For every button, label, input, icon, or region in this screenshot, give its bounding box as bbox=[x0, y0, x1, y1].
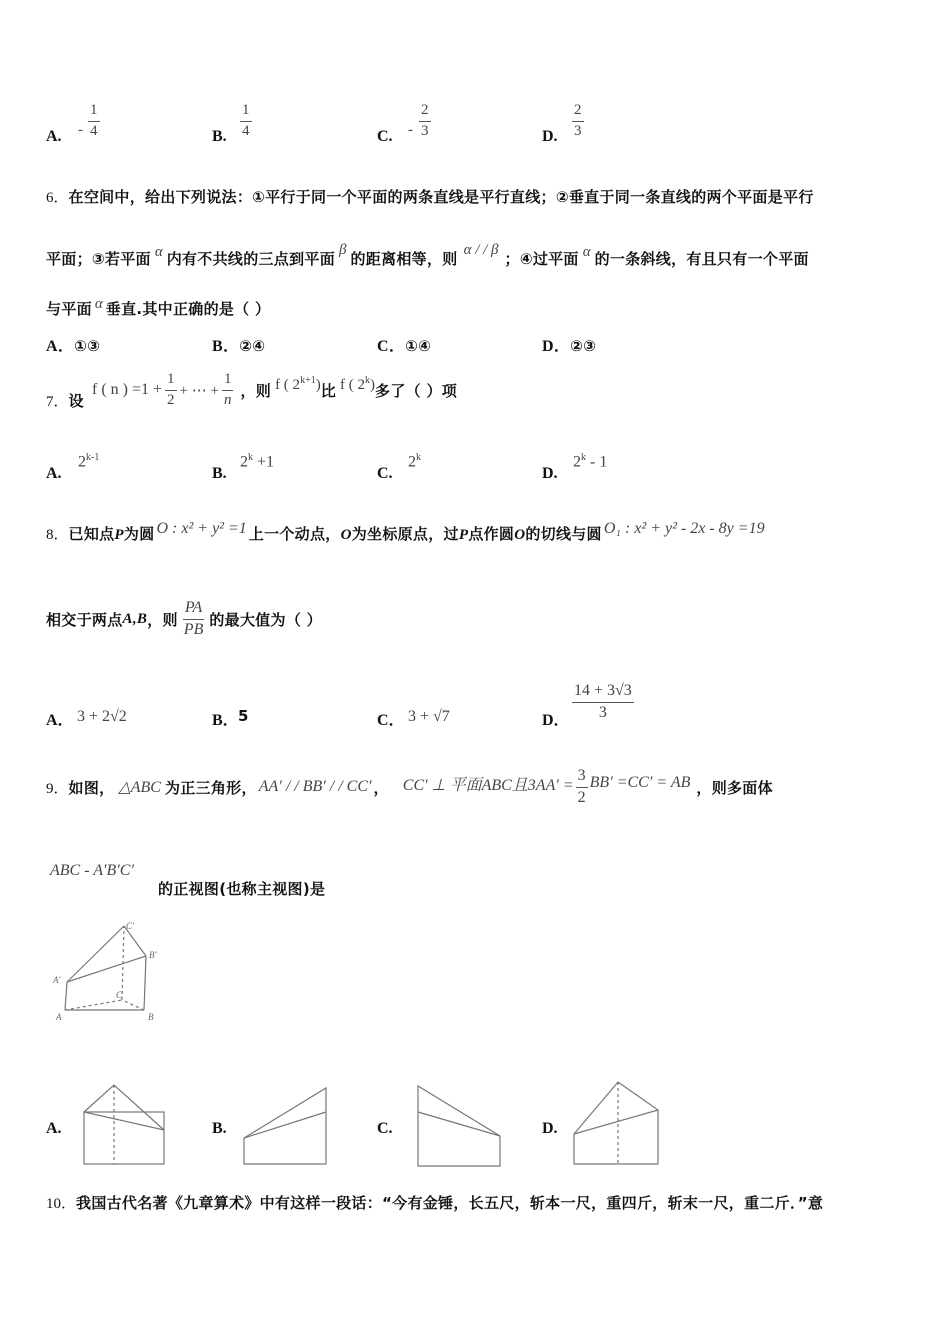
q9-option-a-label[interactable]: A. bbox=[46, 1120, 62, 1137]
q5-option-b-fraction: $\frac{1}{4}$ bbox=[242, 102, 250, 139]
q5-option-a-label: A. bbox=[46, 128, 62, 145]
q6-option-d[interactable]: D．②③ bbox=[542, 337, 597, 355]
edge-aa1 bbox=[65, 982, 67, 1010]
edge-a1b1 bbox=[67, 956, 146, 982]
q9-option-b-label[interactable]: B. bbox=[212, 1120, 227, 1137]
q8-option-c-label[interactable]: C． bbox=[377, 712, 405, 729]
circle-o1-equation: O₁ : x² + y² - 2x - 8y =19 bbox=[603, 520, 765, 537]
q7-option-c-expr: 2$^k$ bbox=[408, 452, 421, 471]
q10-text: 我国古代名著《九章算术》中有这样一段话：“今有金锤，长五尺，斩本一尺，重四斤，斩末一尺，重二斤．”意 bbox=[76, 1194, 824, 1212]
label-b: B bbox=[148, 1012, 154, 1022]
q8-option-d-label[interactable]: D． bbox=[542, 712, 570, 729]
edge-a1c1 bbox=[67, 926, 124, 982]
q9-option-c-label[interactable]: C. bbox=[377, 1120, 393, 1137]
q7-option-a-expr: 2$^{k-1}$ bbox=[78, 452, 100, 471]
q7-number-text: 7．设 bbox=[46, 392, 84, 410]
q8-option-c-expr: 3 + √7 bbox=[408, 708, 450, 725]
beta-symbol: β bbox=[339, 242, 347, 258]
q5-option-c-sign: - bbox=[408, 122, 413, 138]
q8-option-d-fraction: $\frac{14 + 3√3}{3}$ bbox=[574, 682, 632, 721]
q7-option-d-expr: 2$^k$ - 1 bbox=[573, 452, 608, 471]
q5-option-b-label: B. bbox=[212, 128, 227, 145]
q5-option-a-fraction: $\frac{1}{4}$ bbox=[90, 102, 98, 139]
pa-pb-fraction: $\frac{PA}{PB}$ bbox=[183, 598, 204, 638]
q6-option-c[interactable]: C．①④ bbox=[377, 337, 432, 355]
q6-line-1 bbox=[46, 186, 814, 207]
q7-option-c-label[interactable]: C. bbox=[377, 465, 393, 482]
q5-option-a-sign: - bbox=[78, 122, 83, 138]
q8-option-b-label[interactable]: B． bbox=[212, 712, 239, 729]
question-10 bbox=[46, 1192, 823, 1213]
q6-option-b[interactable]: B．②④ bbox=[212, 337, 266, 355]
q8-option-a-label[interactable]: A． bbox=[46, 712, 74, 729]
label-a1: A' bbox=[53, 975, 61, 985]
q7-option-b-label[interactable]: B. bbox=[212, 465, 227, 482]
q9-option-c-figure[interactable] bbox=[414, 1082, 506, 1170]
q9-option-b-figure[interactable] bbox=[240, 1082, 332, 1167]
label-c1: C' bbox=[126, 921, 134, 931]
q6-option-a[interactable]: A．①③ bbox=[46, 337, 101, 355]
circle-o-equation: O : x² + y² =1 bbox=[156, 520, 247, 537]
label-b1: B' bbox=[149, 950, 157, 960]
q9-option-d-label[interactable]: D. bbox=[542, 1120, 558, 1137]
edge-bc-hidden bbox=[122, 1000, 144, 1010]
q9-option-a-figure[interactable] bbox=[80, 1082, 170, 1167]
q6-line1-text: 在空间中，给出下列说法：①平行于同一个平面的两条直线是平行直线；②垂直于同一条直线的两个平面是平行 bbox=[68, 188, 814, 206]
q9-line-1: 9． 如图， △ABC 为正三角形， AA′ / / BB′ / / CC′ ， CC′ ⊥ 平面ABC且3AA′ = $\frac{3}{2}$ BB′ =CC′ = AB ，则多面体 bbox=[46, 766, 773, 806]
q10-number: 10． bbox=[46, 1196, 77, 1212]
q5-option-d-label: D. bbox=[542, 128, 558, 145]
polyhedron-svg bbox=[50, 920, 180, 1050]
q7-option-d-label[interactable]: D. bbox=[542, 465, 558, 482]
q6-line-3: 与平面 α 垂直.其中正确的是（ ） bbox=[46, 296, 271, 318]
q7-formula: f ( n ) =1 + $\frac{1}{2}$ + ⋯ + $\frac{1}{n}$ ，则 f ( $2^{k+1}$) 比 f ( 2$^k$) 多了（ ）项 bbox=[92, 370, 458, 408]
q5-option-c-label: C. bbox=[377, 128, 393, 145]
edge-ac-hidden bbox=[65, 1000, 122, 1010]
edge-bb1 bbox=[144, 956, 146, 1010]
q6-number: 6． bbox=[46, 190, 69, 206]
parallel-expression: α / / β bbox=[463, 242, 499, 258]
q9-option-d-figure[interactable] bbox=[570, 1078, 662, 1168]
q8-line-2: 相交于两点 A,B ，则 $\frac{PA}{PB}$ 的最大值为（ ） bbox=[46, 598, 322, 638]
q6-line-2: 平面；③若平面 α 内有不共线的三点到平面 β 的距离相等，则 α / / β ；④过平面 α 的一条斜线，有且只有一个平面 bbox=[46, 242, 809, 268]
q7-option-b-expr: $2^k +1$ bbox=[240, 452, 275, 471]
q9-line-2: 的正视图(也称主视图)是 bbox=[158, 880, 326, 898]
q8-line-1: 8．已知点P为圆 O : x² + y² =1 上一个动点，O为坐标原点，过P点作圆O的切线与圆 O₁ : x² + y² - 2x - 8y =19 bbox=[46, 520, 765, 543]
polyhedron-name: ABC - A′B′C′ bbox=[50, 862, 134, 879]
alpha-symbol: α bbox=[94, 296, 103, 312]
q5-option-d-fraction: $\frac{2}{3}$ bbox=[574, 102, 582, 139]
alpha-symbol: α bbox=[154, 244, 163, 260]
label-a: A bbox=[56, 1012, 62, 1022]
q8-option-b-expr: 5 bbox=[238, 707, 249, 725]
alpha-symbol: α bbox=[582, 244, 591, 260]
q7-option-a-label[interactable]: A. bbox=[46, 465, 62, 482]
q8-option-a-expr: 3 + 2√2 bbox=[77, 708, 127, 725]
label-c: C bbox=[116, 990, 123, 1000]
q5-option-c-fraction: $\frac{2}{3}$ bbox=[421, 102, 429, 139]
